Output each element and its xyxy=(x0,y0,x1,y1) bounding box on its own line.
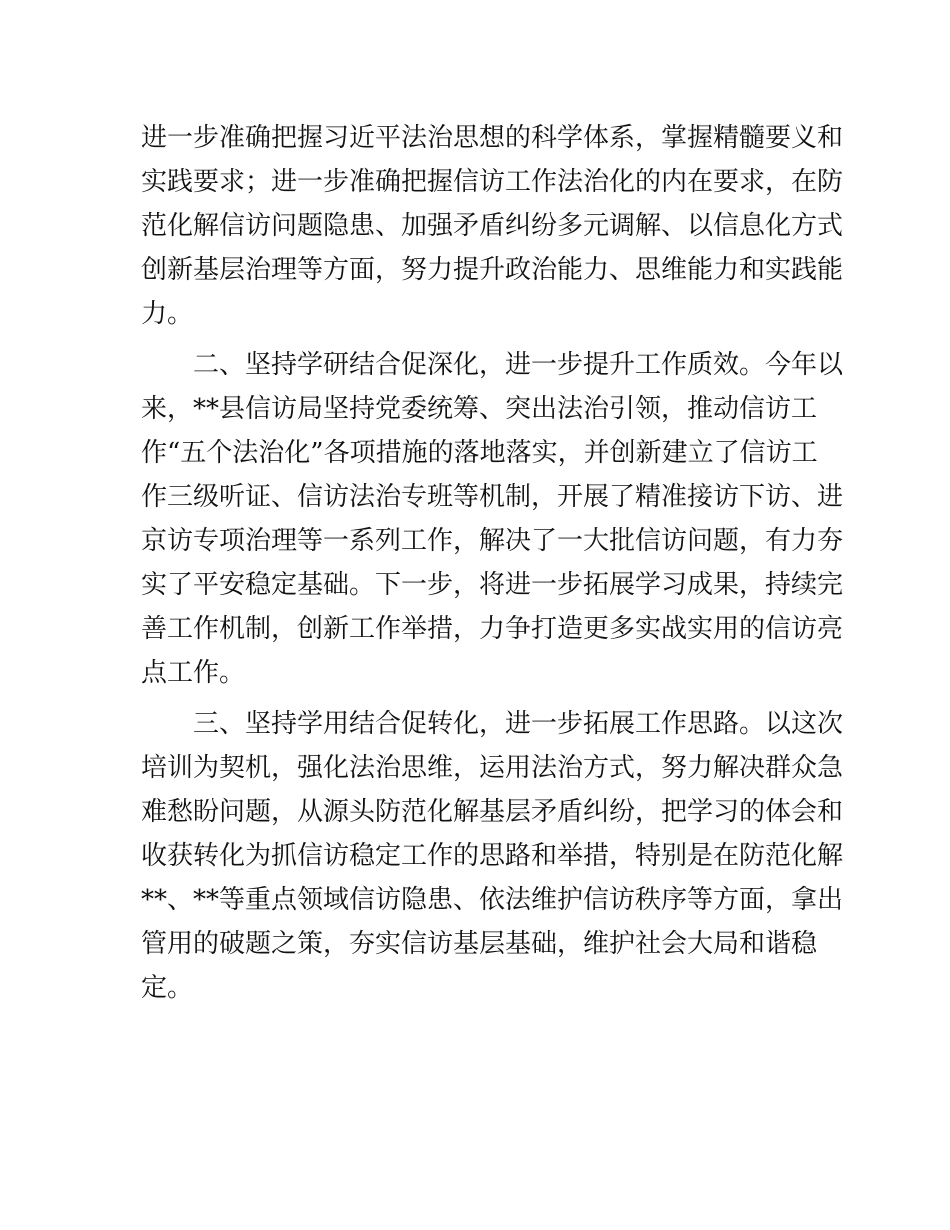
text-line: 培训为契机，强化法治思维，运用法治方式，努力解决群众急 xyxy=(141,753,844,783)
text-line: 京访专项治理等一系列工作，解决了一大批信访问题，有力夯 xyxy=(141,526,844,556)
text-line: 善工作机制，创新工作举措，力争打造更多实战实用的信访亮 xyxy=(141,614,844,644)
text-line: 点工作。 xyxy=(141,658,246,688)
text-line: 力。 xyxy=(141,299,194,329)
text-line: 实践要求；进一步准确把握信访工作法治化的内在要求，在防 xyxy=(141,167,844,197)
text-line: 作三级听证、信访法治专班等机制，开展了精准接访下访、进 xyxy=(141,482,844,512)
text-line: **、**等重点领域信访隐患、依法维护信访秩序等方面，拿出 xyxy=(141,885,844,915)
text-line: 难愁盼问题，从源头防范化解基层矛盾纠纷，把学习的体会和 xyxy=(141,797,844,827)
text-line: 作“五个法治化”各项措施的落地落实，并创新建立了信访工 xyxy=(141,438,818,468)
text-line: 进一步准确把握习近平法治思想的科学体系，掌握精髓要义和 xyxy=(141,123,844,153)
text-line: 管用的破题之策，夯实信访基层基础，维护社会大局和谐稳 xyxy=(141,929,818,959)
text-line: 定。 xyxy=(141,973,194,1003)
text-line: 来，**县信访局坚持党委统筹、突出法治引领，推动信访工 xyxy=(141,394,818,424)
text-line: 实了平安稳定基础。下一步，将进一步拓展学习成果，持续完 xyxy=(141,570,844,600)
text-line: 范化解信访问题隐患、加强矛盾纠纷多元调解、以信息化方式 xyxy=(141,211,844,241)
text-line: 创新基层治理等方面，努力提升政治能力、思维能力和实践能 xyxy=(141,255,844,285)
text-line: 三、坚持学用结合促转化，进一步拓展工作思路。以这次 xyxy=(193,709,844,739)
text-line: 二、坚持学研结合促深化，进一步提升工作质效。今年以 xyxy=(193,350,844,380)
text-line: 收获转化为抓信访稳定工作的思路和举措，特别是在防范化解 xyxy=(141,841,844,871)
